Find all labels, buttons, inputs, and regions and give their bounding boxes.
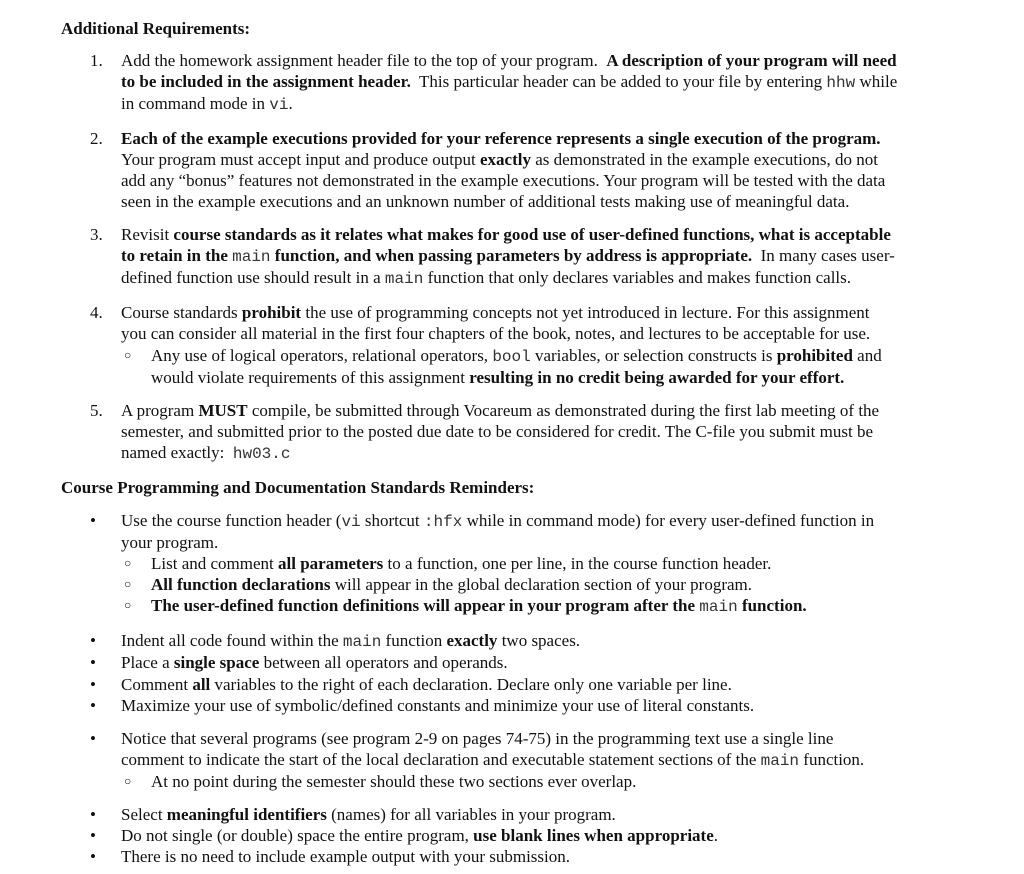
additional-requirements-heading: Additional Requirements:: [61, 19, 251, 38]
std3-subitem1: At no point during the semester should these two sections ever overlap.: [151, 772, 637, 791]
req4-number: 4.: [90, 303, 103, 322]
bullet-icon: •: [90, 826, 96, 845]
std4-item2: Do not single (or double) space the entire program, use blank lines when appropriate.: [121, 826, 718, 845]
bullet-icon: •: [90, 675, 96, 694]
req2-line3: add any “bonus” features not demonstrated in the example executions. Your program will be tested with the data: [121, 171, 886, 190]
std2-item4: Maximize your use of symbolic/defined constants and minimize your use of literal constants.: [121, 696, 755, 715]
std4-item3: There is no need to include example output with your submission.: [121, 847, 571, 866]
std4-item1: Select meaningful identifiers (names) for all variables in your program.: [121, 805, 616, 824]
req5-line2: semester, and submitted prior to the posted due date to be considered for credit. The C-file you submit must be: [121, 422, 874, 441]
std1-line1: Use the course function header (vi shortcut :hfx while in command mode) for every user-defined function in: [121, 511, 875, 531]
standards-reminders-heading: Course Programming and Documentation Standards Reminders:: [61, 478, 535, 497]
std2-item2: Place a single space between all operators and operands.: [121, 653, 508, 672]
sub-bullet-icon: ○: [124, 774, 132, 788]
std3-line2: comment to indicate the start of the local declaration and executable statement sections of the main function.: [121, 750, 865, 770]
req2-number: 2.: [90, 129, 103, 148]
req1-line3: in command mode in vi.: [121, 94, 293, 114]
req3-number: 3.: [90, 225, 103, 244]
req4-subitem-line2: would violate requirements of this assignment resulting in no credit being awarded for your effort.: [151, 368, 845, 387]
sub-bullet-icon: ○: [124, 348, 132, 362]
bullet-icon: •: [90, 631, 96, 650]
std1-subitem3: The user-defined function definitions will appear in your program after the main function.: [151, 596, 807, 616]
std3-line1: Notice that several programs (see program 2-9 on pages 74-75) in the programming text use a single line: [121, 729, 834, 748]
req1-number: 1.: [90, 51, 103, 70]
req3-line1: Revisit course standards as it relates what makes for good use of user-defined functions, what is acceptable: [121, 225, 891, 244]
bullet-icon: •: [90, 511, 96, 530]
req5-line1: A program MUST compile, be submitted through Vocareum as demonstrated during the first lab meeting of the: [121, 401, 880, 420]
req2-line1: Each of the example executions provided for your reference represents a single execution of the program.: [121, 129, 881, 148]
req2-line4: seen in the example executions and an unknown number of additional tests making use of meaningful data.: [121, 192, 850, 211]
req1-line1: Add the homework assignment header file to the top of your program. A description of your program will need: [121, 51, 897, 70]
req2-line2: Your program must accept input and produce output exactly as demonstrated in the example executions, do not: [121, 150, 878, 169]
req4-subitem-line1: Any use of logical operators, relational operators, bool variables, or selection constructs is prohibited and: [151, 346, 882, 366]
bullet-icon: •: [90, 653, 96, 672]
bullet-icon: •: [90, 696, 96, 715]
std2-item1: Indent all code found within the main function exactly two spaces.: [121, 631, 581, 651]
req4-line1: Course standards prohibit the use of programming concepts not yet introduced in lecture. For this assignment: [121, 303, 870, 322]
req4-line2: you can consider all material in the first four chapters of the book, notes, and lectures to be acceptable for use.: [121, 324, 871, 343]
req3-line3: defined function use should result in a main function that only declares variables and makes function calls.: [121, 268, 852, 288]
sub-bullet-icon: ○: [124, 577, 132, 591]
req1-line2: to be included in the assignment header. This particular header can be added to your file by entering hhw while: [121, 72, 898, 92]
bullet-icon: •: [90, 847, 96, 866]
req5-line3: named exactly: hw03.c: [121, 443, 291, 463]
sub-bullet-icon: ○: [124, 556, 132, 570]
bullet-icon: •: [90, 805, 96, 824]
std2-item3: Comment all variables to the right of each declaration. Declare only one variable per line.: [121, 675, 732, 694]
sub-bullet-icon: ○: [124, 598, 132, 612]
std1-line2: your program.: [121, 533, 219, 552]
req3-line2: to retain in the main function, and when passing parameters by address is appropriate. In many cases user-: [121, 246, 895, 266]
bullet-icon: •: [90, 729, 96, 748]
req5-number: 5.: [90, 401, 103, 420]
std1-subitem1: List and comment all parameters to a function, one per line, in the course function header.: [151, 554, 772, 573]
std1-subitem2: All function declarations will appear in the global declaration section of your program.: [151, 575, 753, 594]
